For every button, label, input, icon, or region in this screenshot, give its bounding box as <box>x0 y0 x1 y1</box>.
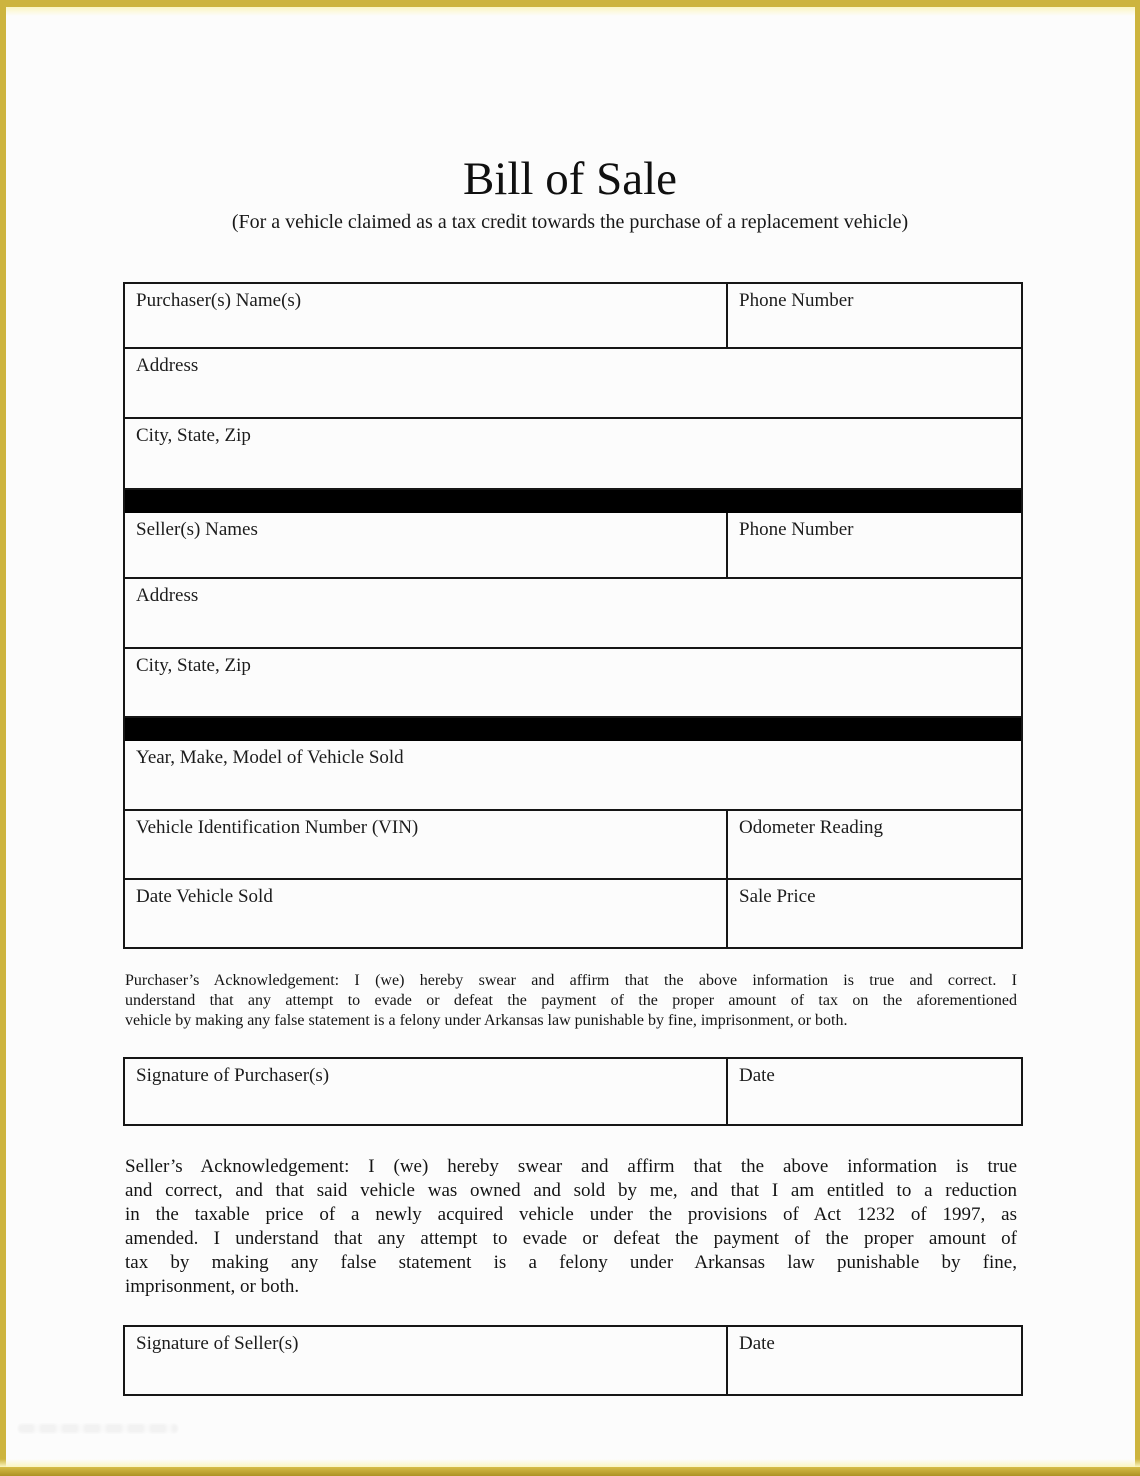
date-sold-label: Date Vehicle Sold <box>136 886 273 907</box>
seller-signature-label: Signature of Seller(s) <box>136 1333 299 1354</box>
seller-signature-table <box>123 1325 1023 1396</box>
acknowledgement-line: understand that any attempt to evade or defeat the payment of the proper amount of tax on the aforementioned <box>125 992 1017 1009</box>
field-purchaser-address <box>125 349 1021 417</box>
seller-acknowledgement <box>125 1155 1017 1299</box>
field-date-vehicle-sold <box>125 880 728 947</box>
table-row-vin-odometer <box>125 811 1021 880</box>
table-row-date-sold-price <box>125 880 1021 947</box>
field-vin <box>125 811 728 878</box>
acknowledgement-line: tax by making any false statement is a felony under Arkansas law punishable by fine, <box>125 1252 1017 1273</box>
acknowledgement-line: imprisonment, or both. <box>125 1276 300 1297</box>
table-row-vehicle-sold <box>125 741 1021 811</box>
purchaser-city-state-zip-label: City, State, Zip <box>136 425 251 446</box>
seller-city-state-zip-label: City, State, Zip <box>136 655 251 676</box>
purchaser-phone-label: Phone Number <box>739 290 854 311</box>
table-row-purchaser-address <box>125 349 1021 419</box>
seller-address-label: Address <box>136 585 199 606</box>
field-seller-address <box>125 579 1021 647</box>
odometer-label: Odometer Reading <box>739 817 884 838</box>
field-purchaser-names <box>125 284 728 347</box>
frame-border-bottom <box>0 1467 1140 1476</box>
page-title: Bill of Sale <box>462 153 678 205</box>
acknowledgement-line: vehicle by making any false statement is a felony under Arkansas law punishable by fine, imprisonment, or both. <box>125 1012 848 1029</box>
table-row-seller-city-state-zip <box>125 649 1021 718</box>
vehicle-sale-info-table <box>123 282 1023 949</box>
purchaser-signature-label: Signature of Purchaser(s) <box>136 1065 330 1086</box>
sale-price-label: Sale Price <box>739 886 816 907</box>
field-purchaser-phone <box>728 284 1021 347</box>
purchaser-signature-table <box>123 1057 1023 1126</box>
purchaser-date-label: Date <box>739 1065 775 1086</box>
purchaser-names-label: Purchaser(s) Name(s) <box>136 290 302 311</box>
vin-label: Vehicle Identification Number (VIN) <box>136 817 419 838</box>
watermark-smudge <box>18 1424 178 1433</box>
acknowledgement-line: amended. I understand that any attempt to evade or defeat the payment of the proper amount of <box>125 1228 1017 1249</box>
field-seller-phone <box>728 513 1021 577</box>
seller-phone-label: Phone Number <box>739 519 854 540</box>
field-purchaser-signature <box>125 1059 728 1124</box>
field-sale-price <box>728 880 1021 947</box>
frame-glow-bottom <box>0 1459 1140 1467</box>
acknowledgement-line: in the taxable price of a newly acquired vehicle under the provisions of Act 1232 of 1997, as <box>125 1204 1017 1225</box>
table-row-seller-name-phone <box>125 513 1021 579</box>
table-row-purchaser-signature <box>125 1059 1021 1124</box>
seller-date-label: Date <box>739 1333 775 1354</box>
separator-bar <box>125 718 1021 741</box>
acknowledgement-line: and correct, and that said vehicle was owned and sold by me, and that I am entitled to a reduction <box>125 1180 1017 1201</box>
table-row-purchaser-name-phone <box>125 284 1021 349</box>
acknowledgement-line: Purchaser’s Acknowledgement: I (we) hereby swear and affirm that the above information is true and correct. I <box>125 972 1017 989</box>
frame-border-top <box>0 0 1140 7</box>
field-purchaser-city-state-zip <box>125 419 1021 488</box>
vehicle-sold-label: Year, Make, Model of Vehicle Sold <box>136 747 404 768</box>
table-row-seller-address <box>125 579 1021 649</box>
field-vehicle-year-make-model <box>125 741 1021 809</box>
field-seller-signature-date <box>728 1327 1021 1394</box>
acknowledgement-line: Seller’s Acknowledgement: I (we) hereby swear and affirm that the above information is true <box>125 1156 1017 1177</box>
seller-names-label: Seller(s) Names <box>136 519 258 540</box>
purchaser-address-label: Address <box>136 355 199 376</box>
field-seller-signature <box>125 1327 728 1394</box>
page-subtitle: (For a vehicle claimed as a tax credit towards the purchase of a replacement vehicle) <box>231 211 909 233</box>
purchaser-acknowledgement <box>125 971 1017 1031</box>
table-row-purchaser-city-state-zip <box>125 419 1021 490</box>
field-purchaser-signature-date <box>728 1059 1021 1124</box>
field-seller-names <box>125 513 728 577</box>
table-row-seller-signature <box>125 1327 1021 1394</box>
field-seller-city-state-zip <box>125 649 1021 716</box>
field-odometer-reading <box>728 811 1021 878</box>
separator-bar <box>125 490 1021 513</box>
frame-glow-top <box>0 7 1140 16</box>
